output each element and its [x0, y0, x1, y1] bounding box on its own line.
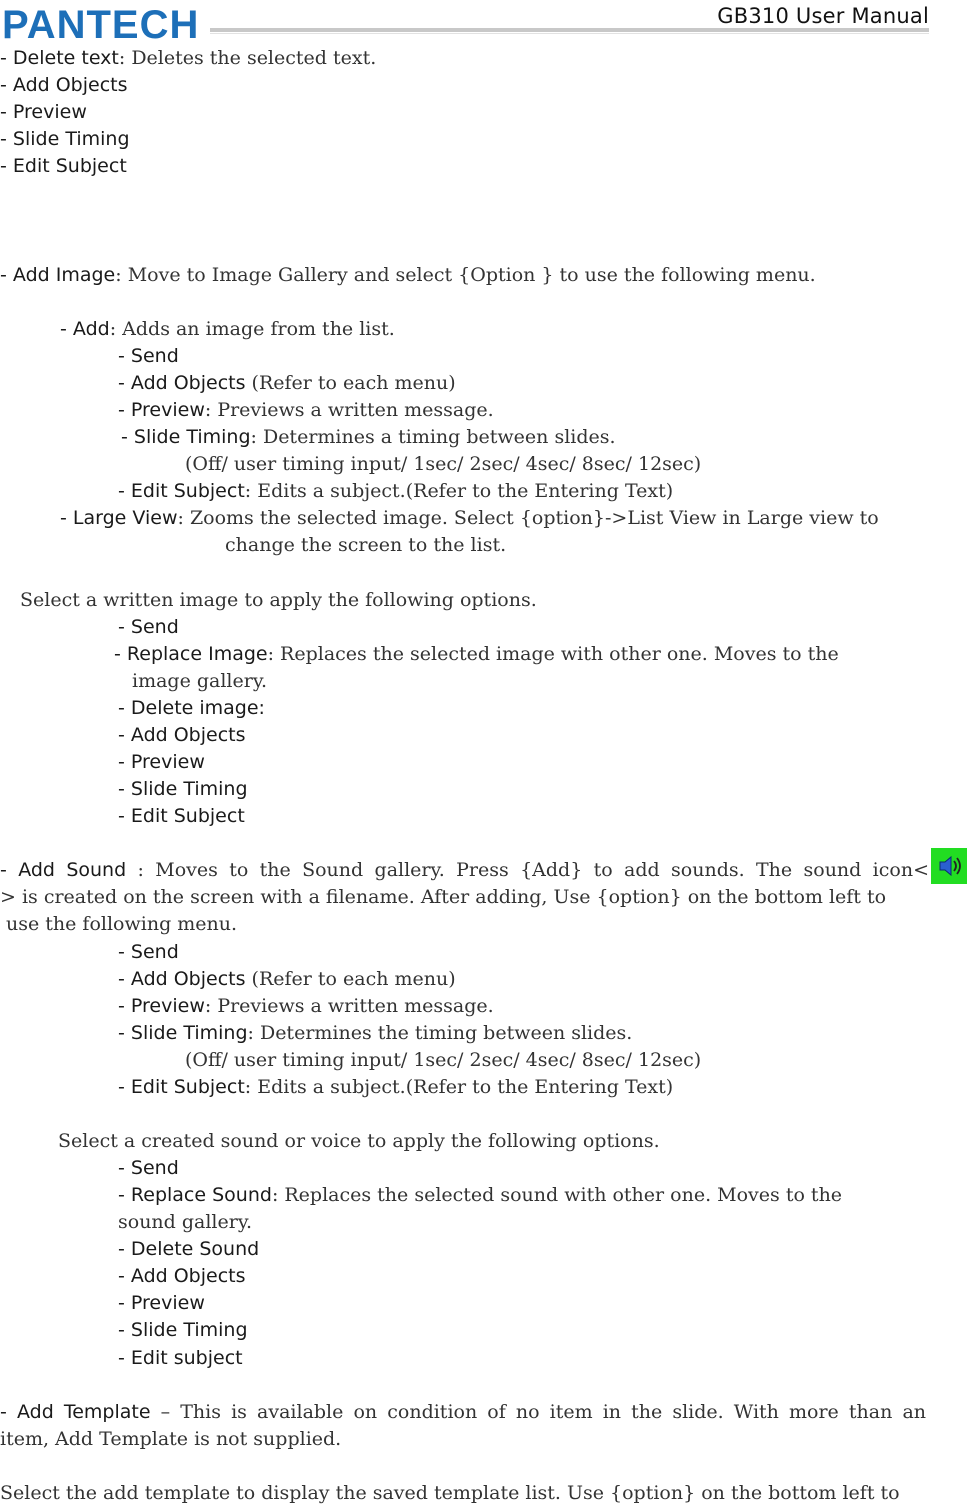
line-edit-subject-5: - Edit subject: [118, 1347, 243, 1369]
line-delete-image: - Delete image:: [118, 697, 265, 719]
line-add-sound-cont-2: use the following menu.: [6, 913, 238, 935]
line-slide-timing: - Slide Timing: [0, 128, 130, 150]
line-edit-subject: - Edit Subject: [0, 155, 127, 177]
line-slide-timing-5: - Slide Timing: [118, 1319, 248, 1341]
line-select-sound: Select a created sound or voice to apply the following options.: [58, 1130, 660, 1152]
page-header: [0, 0, 967, 50]
line-select-template: Select the add template to display the saved template list. Use {option} on the bottom left to: [0, 1482, 900, 1504]
line-add-template: - Add Template – This is available on condition of no item in the slide. With more than an: [0, 1401, 927, 1423]
line-large-view: - Large View: Zooms the selected image. Select {option}->List View in Large view to: [60, 507, 879, 529]
speaker-icon: [931, 848, 967, 884]
line-add-template-cont: item, Add Template is not supplied.: [0, 1428, 342, 1450]
line-timing-options-2: (Off/ user timing input/ 1sec/ 2sec/ 4sec/ 8sec/ 12sec): [185, 1049, 702, 1071]
manual-title: GB310 User Manual: [717, 4, 929, 28]
line-preview-2: - Preview: Previews a written message.: [118, 399, 494, 421]
line-add-sound: - Add Sound : Moves to the Sound gallery. Press {Add} to add sounds. The sound icon<: [0, 859, 929, 881]
header-rule: [210, 28, 929, 32]
line-edit-subject-2: - Edit Subject: Edits a subject.(Refer to the Entering Text): [118, 480, 674, 502]
line-add: - Add: Adds an image from the list.: [60, 318, 395, 340]
line-add-sound-cont: > is created on the screen with a filename. After adding, Use {option} on the bottom left to: [0, 886, 887, 908]
header-rule-shadow: [210, 33, 929, 34]
line-timing-options: (Off/ user timing input/ 1sec/ 2sec/ 4sec/ 8sec/ 12sec): [185, 453, 702, 475]
line-slide-timing-4: - Slide Timing: Determines the timing between slides.: [118, 1022, 633, 1044]
line-preview-4: - Preview: Previews a written message.: [118, 995, 494, 1017]
line-large-view-cont: change the screen to the list.: [225, 534, 507, 556]
line-send: - Send: [118, 345, 179, 367]
line-replace-image-cont: image gallery.: [132, 670, 268, 692]
line-add-objects-3: - Add Objects: [118, 724, 246, 746]
svg-text:PANTECH: PANTECH: [2, 3, 200, 47]
line-send-2: - Send: [118, 616, 179, 638]
line-delete-sound: - Delete Sound: [118, 1238, 260, 1260]
line-preview-3: - Preview: [118, 751, 205, 773]
line-replace-sound-cont: sound gallery.: [118, 1211, 253, 1233]
line-send-4: - Send: [118, 1157, 179, 1179]
line-edit-subject-3: - Edit Subject: [118, 805, 245, 827]
line-add-objects-5: - Add Objects: [118, 1265, 246, 1287]
line-add-image: - Add Image: Move to Image Gallery and select {Option } to use the following menu.: [0, 264, 816, 286]
line-delete-text: - Delete text: Deletes the selected text.: [0, 47, 377, 69]
line-slide-timing-2: - Slide Timing: Determines a timing between slides.: [121, 426, 616, 448]
line-slide-timing-3: - Slide Timing: [118, 778, 248, 800]
line-send-3: - Send: [118, 941, 179, 963]
line-add-objects-2: - Add Objects (Refer to each menu): [118, 372, 456, 394]
pantech-logo: [0, 0, 206, 48]
line-edit-subject-4: - Edit Subject: Edits a subject.(Refer to the Entering Text): [118, 1076, 674, 1098]
line-preview-5: - Preview: [118, 1292, 205, 1314]
line-add-objects: - Add Objects: [0, 74, 128, 96]
line-replace-image: - Replace Image: Replaces the selected image with other one. Moves to the: [114, 643, 839, 665]
line-select-image: Select a written image to apply the following options.: [20, 589, 537, 611]
line-replace-sound: - Replace Sound: Replaces the selected sound with other one. Moves to the: [118, 1184, 843, 1206]
line-add-objects-4: - Add Objects (Refer to each menu): [118, 968, 456, 990]
line-preview: - Preview: [0, 101, 87, 123]
